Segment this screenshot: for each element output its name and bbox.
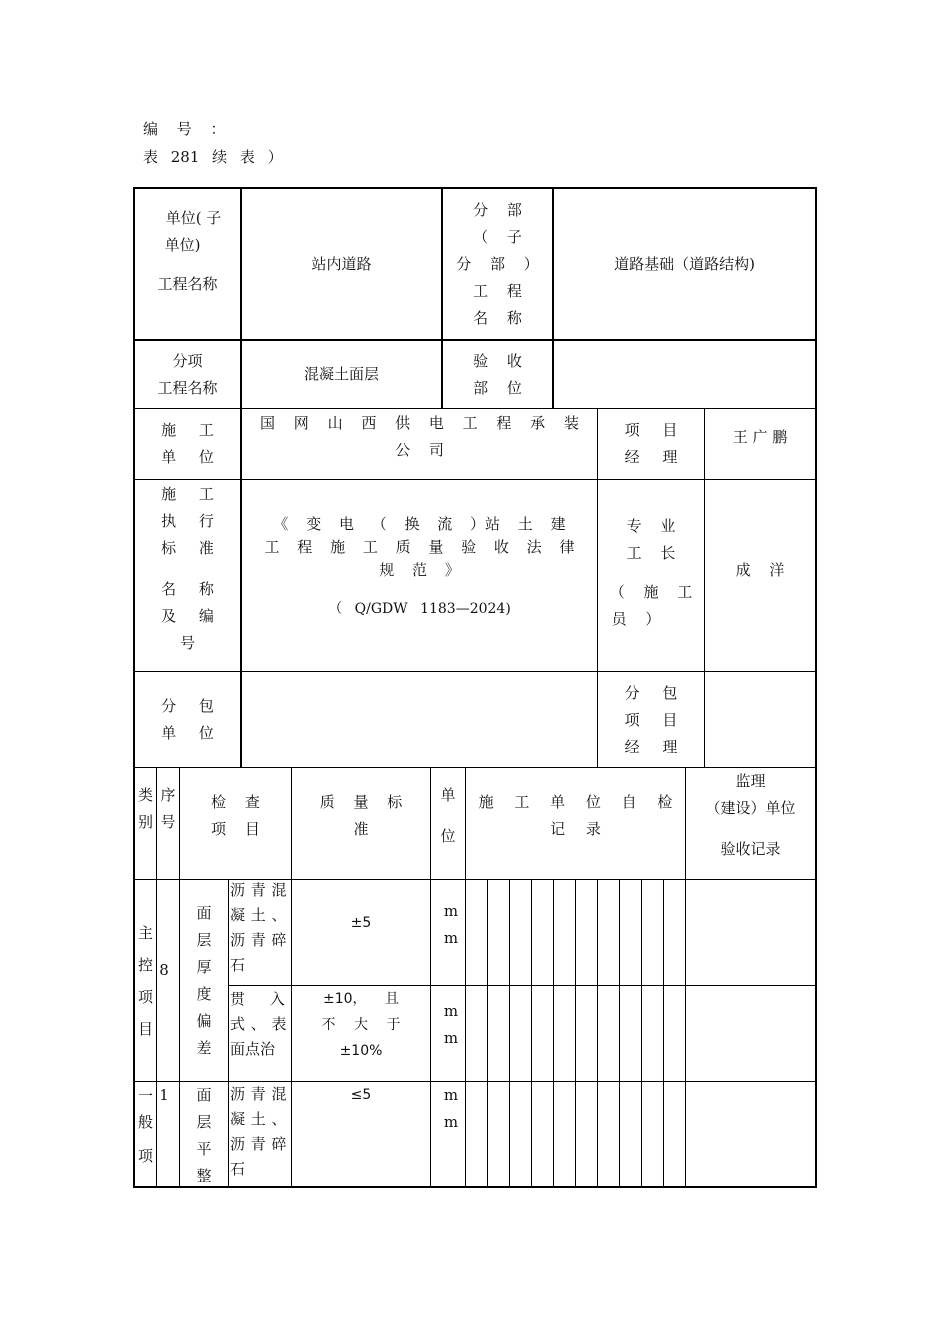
check-part-label-line2: 部 位 (473, 378, 522, 397)
col-standard-header (292, 789, 430, 849)
general-name-line1: 沥 青 混 (230, 1085, 287, 1103)
foreman-label-line2: 工 长 (626, 544, 676, 562)
standard-label-line1: 施 工 (161, 485, 214, 503)
col-supervision-line2: （建设）单位 (705, 799, 796, 817)
standard-value-line1: 《 变 电 （ 换 流 ）站 土 建 (273, 515, 566, 533)
unit-project-value: 站内道路 (311, 254, 372, 273)
main-control-category-char4: 目 (137, 1019, 153, 1038)
subcontract-manager-label-line2: 项 目 (624, 710, 678, 729)
main-control-item-char2: 层 (196, 930, 212, 949)
construction-unit-value-line1: 国 网 山 西 供 电 工 程 承 装 (260, 414, 579, 432)
sub-project-label-line4: 工 程 (473, 281, 522, 300)
subcontract-unit-label-line1: 分 包 (161, 697, 214, 715)
general-category-char2: 般 (137, 1113, 153, 1131)
standard-label (135, 481, 240, 671)
general-category (135, 1083, 156, 1183)
main-control-row1-unit-char2: m (443, 929, 459, 947)
standard-label-line4: 名 称 (161, 580, 214, 598)
col-seq-line2: 号 (160, 813, 176, 831)
main-control-row2-unit-char2: m (443, 1029, 459, 1047)
main-control-item-char6: 差 (196, 1038, 212, 1057)
col-seq-header (157, 782, 179, 842)
main-control-category-char3: 项 (137, 987, 153, 1006)
standard-value-line3: 规 范 》 (379, 561, 460, 579)
main-control-row2-name-line3: 面点治 (230, 1040, 276, 1058)
main-control-item-char5: 偏 (196, 1011, 212, 1030)
general-name-line2: 凝 土 、 (230, 1110, 287, 1128)
general-name (230, 1082, 291, 1186)
col-standard-line2: 准 (353, 820, 369, 838)
general-unit-char1: m (443, 1086, 459, 1104)
item-project-label (135, 341, 240, 408)
general-item (180, 1082, 228, 1186)
subcontract-unit-value (242, 673, 597, 767)
main-control-item (180, 880, 228, 1081)
standard-label-line3: 标 准 (161, 539, 214, 557)
col-supervision-line3: 验收记录 (720, 840, 781, 858)
sub-project-label-line2: （ 子 (473, 227, 522, 246)
standard-label-line2: 执 行 (161, 512, 214, 530)
serial-number-label: 编 号 ： (143, 120, 226, 138)
main-control-category-char1: 主 (137, 923, 153, 942)
main-control-item-char4: 度 (196, 984, 212, 1003)
col-self-check-header (466, 789, 685, 849)
construction-unit-value-line2: 公 司 (395, 441, 444, 459)
general-item-char1: 面 (196, 1086, 212, 1104)
foreman-label (598, 513, 704, 633)
table-number-label: 表 281 续 表 ） (143, 148, 283, 166)
foreman-value: 成 洋 (735, 560, 785, 579)
col-supervision-line1: 监理 (735, 772, 766, 790)
main-control-row2-standard-line3: ±10% (339, 1043, 383, 1059)
main-control-row2-name-line1: 贯 入 (230, 990, 285, 1008)
main-control-category-char2: 控 (137, 955, 153, 974)
col-item-line2: 项 目 (211, 820, 260, 838)
main-control-row2-standard-line2: 不 大 于 (321, 1017, 401, 1033)
main-control-category (135, 880, 156, 1081)
sub-project-label-line5: 名 称 (473, 308, 522, 327)
check-part-label (443, 341, 552, 408)
general-standard: ≤5 (350, 1087, 372, 1103)
col-item-line1: 检 查 (211, 793, 260, 811)
subcontract-unit-label-line2: 单 位 (161, 724, 214, 742)
general-seq: 1 (159, 1086, 169, 1104)
main-control-row2-standard-line1: ±10， 且 (323, 991, 399, 1007)
col-unit-line2: 位 (440, 827, 456, 845)
construction-unit-label-line2: 单 位 (161, 448, 214, 466)
general-item-char3: 平 (196, 1140, 212, 1158)
subcontract-manager-label (598, 673, 704, 767)
subcontract-manager-label-line3: 经 理 (624, 737, 678, 756)
construction-unit-label (135, 409, 240, 479)
main-control-row1-name-line1: 沥 青 混 (230, 881, 287, 899)
main-control-row2-standard (292, 986, 430, 1076)
sub-project-label-line3: 分 部 ） (456, 254, 539, 273)
main-control-row1-name (230, 878, 291, 983)
main-control-row2-unit (431, 998, 471, 1058)
col-self-check-line1: 施 工 单 位 自 检 (478, 793, 673, 811)
unit-project-label (135, 205, 240, 310)
project-manager-value: 王 广 鹏 (732, 428, 788, 446)
sub-project-label-line1: 分 部 (473, 200, 522, 219)
main-control-row1-name-line2: 凝 土 、 (230, 906, 287, 924)
subcontract-unit-label (135, 673, 240, 767)
col-category-line1: 类 (137, 786, 153, 804)
item-project-label-line2: 工程名称 (157, 378, 218, 397)
main-control-item-char3: 厚 (196, 957, 212, 976)
general-unit (431, 1082, 471, 1142)
general-category-char1: 一 (137, 1087, 153, 1105)
project-manager-label-line2: 经 理 (624, 448, 678, 466)
col-category-header (135, 782, 156, 842)
col-category-line2: 别 (137, 813, 153, 831)
col-item-header (180, 789, 291, 849)
main-control-row1-unit-char1: m (443, 902, 459, 920)
unit-project-label-line1: 单位( 子 (165, 209, 222, 227)
general-category-char3: 项 (137, 1147, 153, 1165)
standard-label-line5: 及 编 (161, 607, 214, 625)
construction-unit-value (242, 410, 597, 479)
construction-unit-label-line1: 施 工 (161, 421, 214, 439)
item-project-label-line1: 分项 (172, 351, 203, 370)
standard-value (242, 513, 597, 633)
standard-value-line2: 工 程 施 工 质 量 验 收 法 律 (264, 538, 575, 556)
sub-project-value: 道路基础（道路结构) (614, 254, 755, 273)
main-control-row2-name-line2: 式 、 表 (230, 1015, 287, 1033)
general-name-line4: 石 (230, 1160, 246, 1178)
main-control-row1-unit (431, 898, 471, 958)
foreman-label-line4: 员 ） (611, 610, 661, 628)
col-supervision-header (686, 768, 815, 878)
main-control-seq: 8 (159, 960, 169, 979)
main-control-item-char1: 面 (196, 903, 212, 922)
main-control-row1-name-line3: 沥 青 碎 (230, 931, 287, 949)
check-part-label-line1: 验 收 (473, 351, 522, 370)
sub-project-label (443, 189, 552, 339)
project-manager-label-line1: 项 目 (624, 421, 678, 439)
unit-project-label-line3: 工程名称 (157, 275, 218, 293)
main-control-row2-unit-char1: m (443, 1002, 459, 1020)
general-item-char4: 整 (196, 1167, 212, 1185)
standard-value-line4: （ Q/GDW 1183—2024) (328, 601, 511, 617)
general-name-line3: 沥 青 碎 (230, 1135, 287, 1153)
general-item-char2: 层 (196, 1113, 212, 1131)
main-control-row1-standard: ±5 (350, 915, 372, 931)
general-unit-char2: m (443, 1113, 459, 1131)
unit-project-label-line2: 单位) (164, 236, 201, 254)
foreman-label-line3: （ 施 工 (609, 583, 693, 601)
check-part-value (554, 341, 815, 408)
col-unit-line1: 单 (440, 786, 456, 804)
col-unit-header (431, 782, 465, 862)
standard-label-line6: 号 (179, 634, 195, 652)
col-seq-line1: 序 (160, 786, 176, 804)
col-self-check-line2: 记 录 (550, 820, 601, 838)
subcontract-manager-label-line1: 分 包 (624, 683, 678, 702)
subcontract-manager-value (705, 673, 815, 767)
item-project-value: 混凝土面层 (303, 365, 379, 383)
main-control-row1-name-line4: 石 (230, 956, 246, 974)
col-standard-line1: 质 量 标 (319, 793, 403, 811)
project-manager-label (598, 409, 704, 479)
main-control-row2-name (230, 987, 291, 1077)
foreman-label-line1: 专 业 (626, 517, 676, 535)
